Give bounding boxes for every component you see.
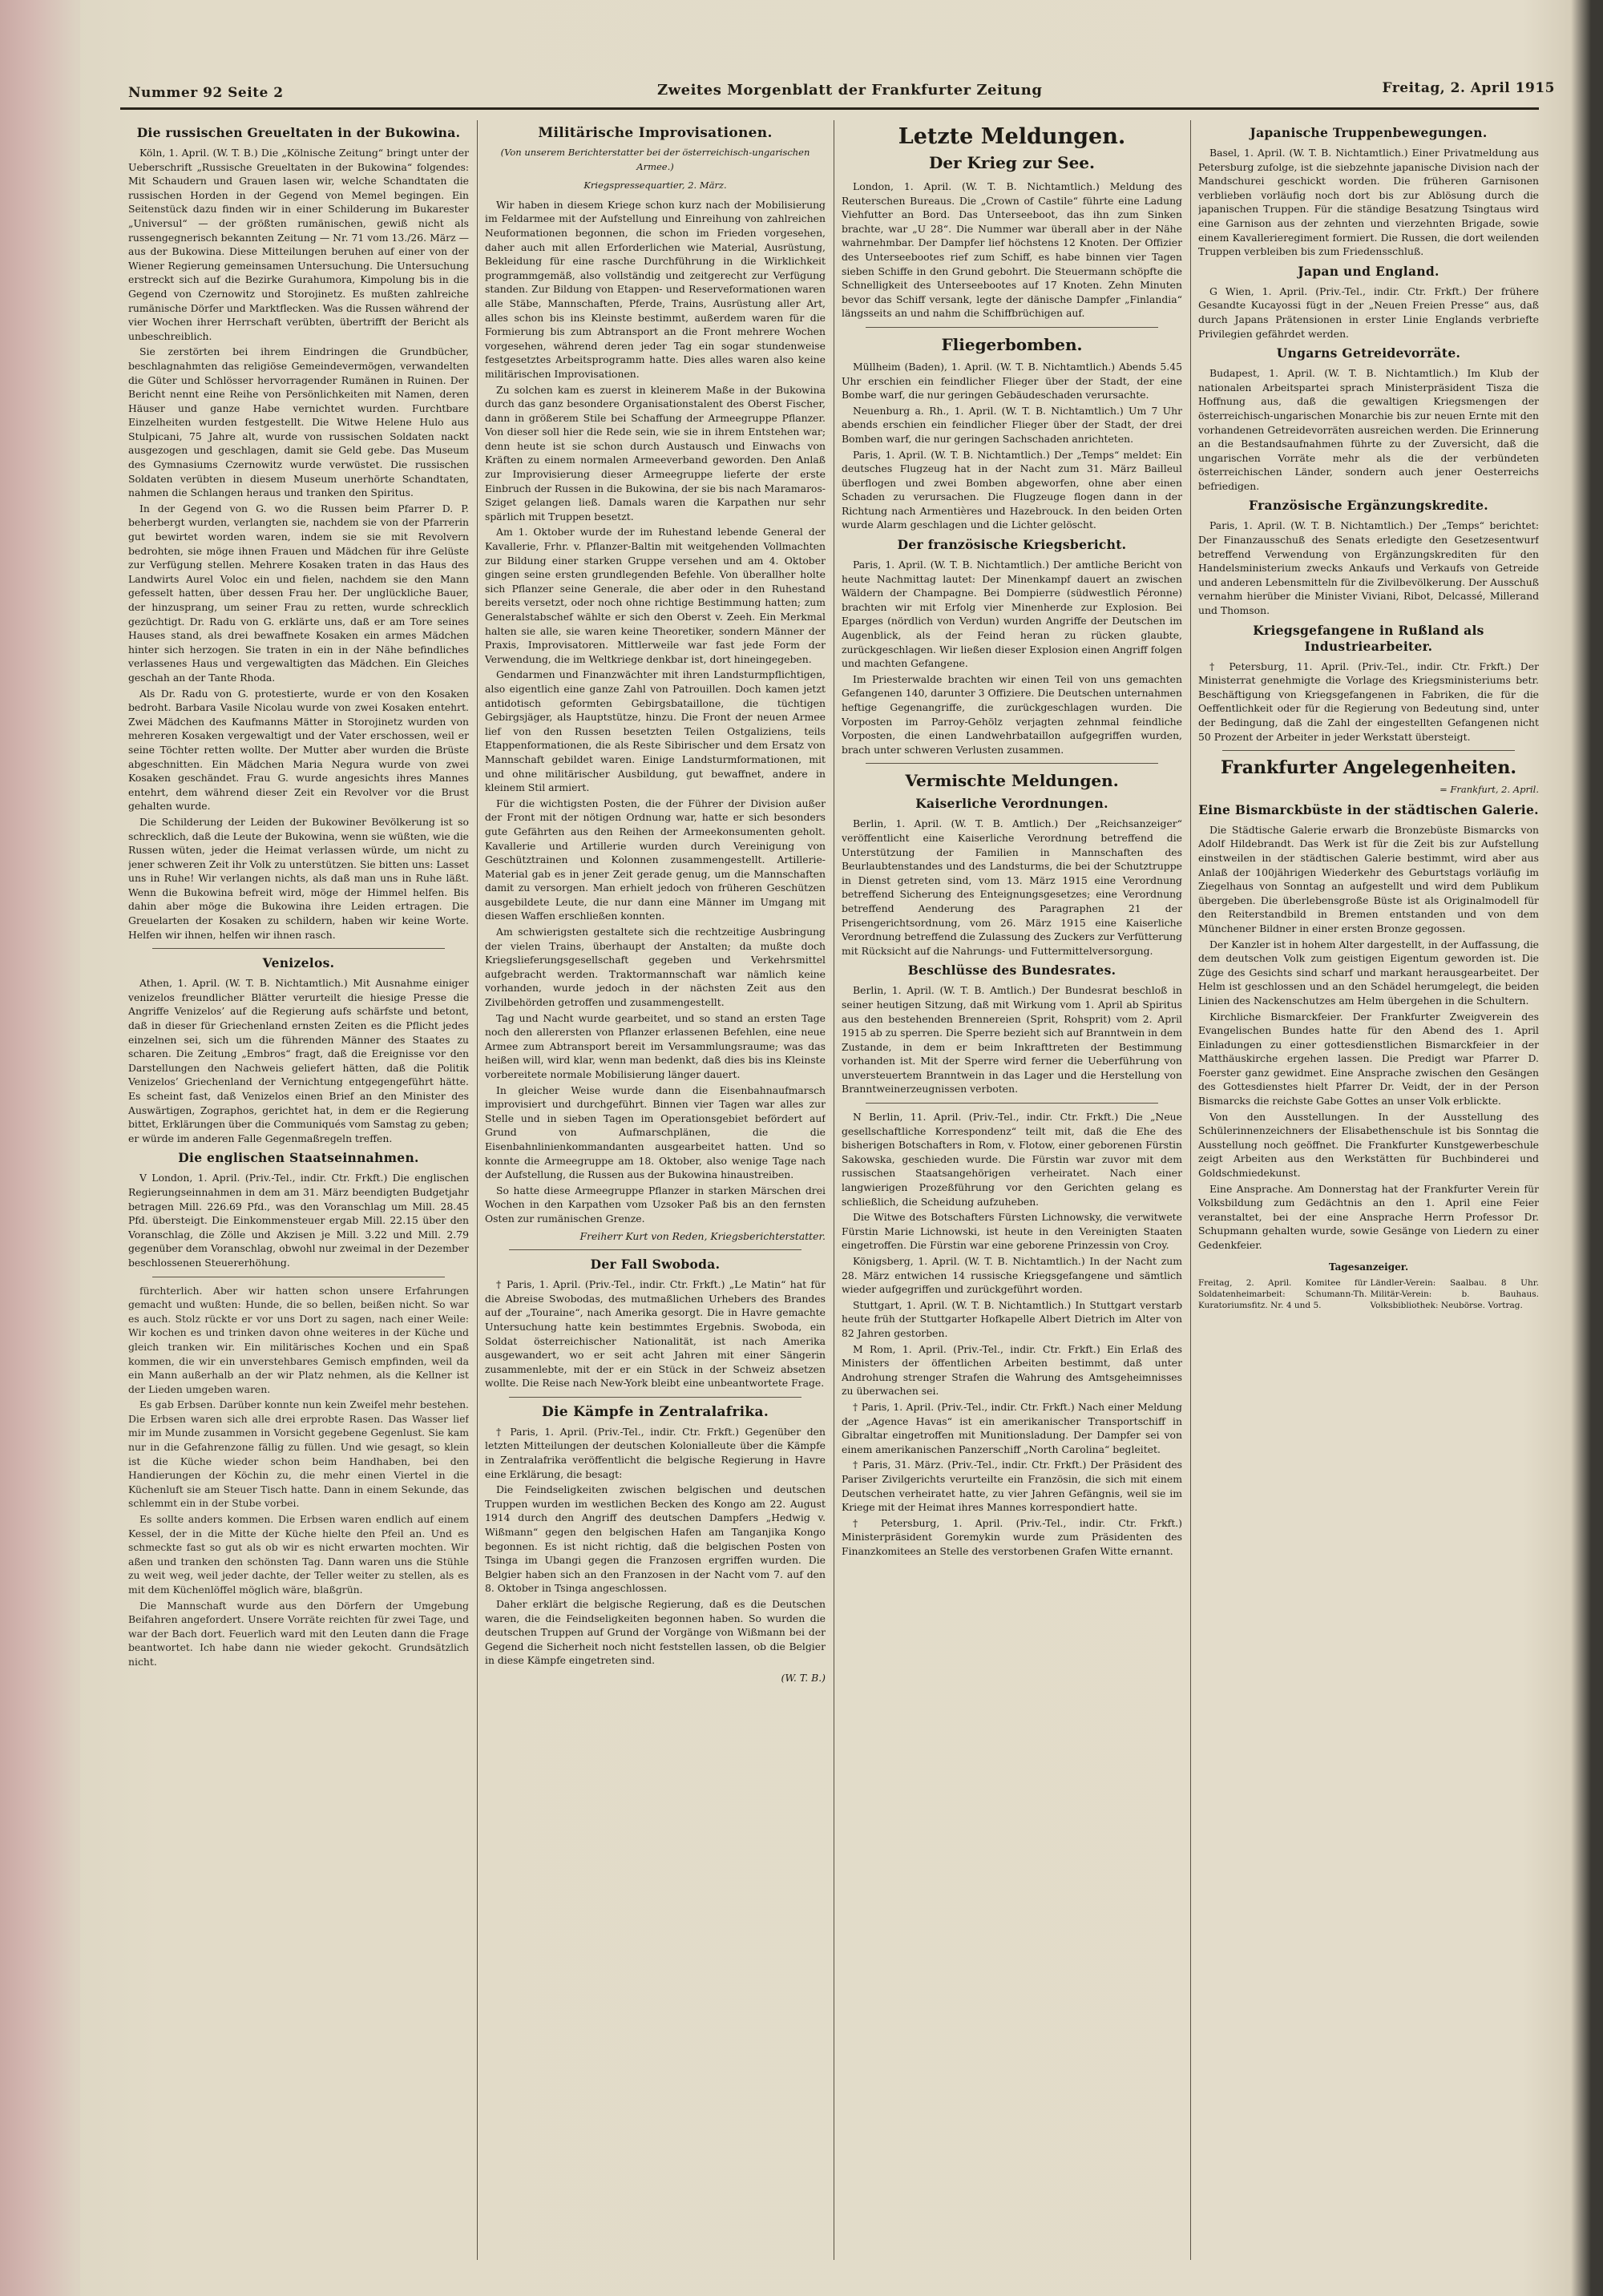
column-rule-1 — [477, 120, 478, 2260]
paragraph: M Rom, 1. April. (Priv.-Tel., indir. Ctr. Frkft.) Ein Erlaß des Ministers der öffentlichen Arbeiten bestimmt, daß unter Androhung strenger Strafen die Wahrung des Amtsgeheimnisses zu überwachen sei. — [842, 1342, 1182, 1398]
article-title-japanische-truppen: Japanische Truppenbewegungen. — [1250, 125, 1488, 140]
paragraph: Müllheim (Baden), 1. April. (W. T. B. Nichtamtlich.) Abends 5.45 Uhr erschien ein feindlicher Flieger über der Stadt, der eine Bombe warf, die nur geringen Gebäudeschaden verursachte. — [842, 360, 1182, 401]
paragraph: Paris, 1. April. (W. T. B. Nichtamtlich.) Der amtliche Bericht von heute Nachmittag lautet: Der Minenkampf dauert an zwischen Wäldern der Champagne. Bei Dompierre (südwestlich Péronne) brachten wir mit Erfolg vier Minenherde zur Explosion. Bei Eparges (nördlich von Verdun) wurden Angriffe der Deutschen im Augenblick, als der Feind heran zu rücken glaubte, zurückgeschlagen. Wir ließen dieser Explosion einen Angriff folgen und machten Gefangene. — [842, 559, 1182, 670]
page-header — [120, 74, 1563, 106]
paragraph: Kirchliche Bismarckfeier. Der Frankfurter Zweigverein des Evangelischen Bundes hatte für den Abend des 1. April Einladungen zu einer gottesdienstlichen Bismarckfeier in der Matthäuskirche ergehen lassen. Die Predigt war Pfarrer D. Foerster ganz gewidmet. Eine Ansprache zwischen den Gesängen des Gottesdienstes hielt Pfarrer Dr. Veidt, der in der Person Bismarcks die reichste Gabe Gottes an unser Volk erblickte. — [1198, 1010, 1539, 1108]
paragraph: N Berlin, 11. April. (Priv.-Tel., indir. Ctr. Frkft.) Die „Neue gesellschaftliche Korrespondenz“ teilt mit, daß die Ehe des bisherigen Botschafters in Rom, v. Flotow, einer geborenen Fürstin Sakowska, geschieden wurde. Die Fürstin war zuvor mit dem russischen Staatsangehörigen verheiratet. Nach einer langwierigen Prozeßführung vor den Gerichten gelang es schließlich, die Scheidung aufzuheben. — [842, 1111, 1182, 1208]
section-title-vermischte: Vermischte Meldungen. — [905, 771, 1119, 791]
paragraph: Die Mannschaft wurde aus den Dörfern der Umgebung Beifahren angefordert. Unsere Vorräte reichten für zwei Tage, und war der Bach dort. Feuerlich ward mit den Leuten dann die Frage beantwortet. Ich habe dann nie wieder gekocht. Grundsätzlich nicht. — [128, 1599, 469, 1668]
paragraph: Köln, 1. April. (W. T. B.) Die „Kölnische Zeitung“ bringt unter der Ueberschrift „Russische Greueltaten in der Bukowina“ folgendes: Mit Schaudern und Grauen lasen wir, welche Schandtaten die russischen Horden in der Gegend von Memel begingen. Ein Seitenstück dazu finden wir in einer Schilderung im Bukarester „Universul“ — der größten rumänischen, gewiß nicht als russengegnerisch bekannten Zeitung — Nr. 71 vom 13./26. März — aus der Bukowina. Diese Mitteilungen beruhen auf einer von der Wiener Regierung gemeinsamen Untersuchung. Die Untersuchung erstreckt sich auf die Bezirke Gurahumora, Kimpolung bis in die Gegend von Czernowitz und Storojinetz. Es mußten zahlreiche rumänische Dörfer und Marktflecken. Was die Russen während der vier Wochen ihrer Herrschaft verübten, übertrifft der Bericht als unbeschreiblich. — [128, 147, 469, 342]
paragraph: Zu solchen kam es zuerst in kleinerem Maße in der Bukowina durch das ganz besondere Organisationstalent des Oberst Fischer, dann in größerem Stile bei Schaffung der Armeegruppe Pflanzer. Von dieser soll hier die Rede sein, wie sie in ihrem Entstehen war; denn heute ist sie schon durch Austausch und Einwachs von Kräften zu einem normalen Armeeverband geworden. Den Anlaß zur Improvisierung dieser Armeegruppe lieferte der erste Einbruch der Russen in die Bukowina, der sie bis nach Maramaros-Sziget gelangen ließ. Damals waren die Karpathen nur sehr spärlich mit Truppen besetzt. — [485, 383, 826, 523]
paragraph: Am schwierigsten gestaltete sich die rechtzeitige Ausbringung der vielen Trains, überhaupt der Anstalten; da mußte doch Kriegslieferungsgesellschaft gegeben und Verkehrsmittel aufgebracht werden. Traktormannschaft war nämlich keine vorhanden, wurde jedoch in der nächsten Zeit aus den Zivilbehörden getroffen und zusammengestellt. — [485, 926, 826, 1009]
article-title-japan-england: Japan und England. — [1298, 263, 1439, 279]
column-4 — [1198, 120, 1539, 2260]
announcements-title: Tagesanzeiger. — [1328, 1261, 1409, 1273]
separator — [1222, 750, 1515, 751]
article-title-kriegsgefangene: Kriegsgefangene in Rußland als Industriearbeiter. — [1253, 622, 1484, 654]
paragraph: Gendarmen und Finanzwächter mit ihren Landsturmpflichtigen, also eigentlich eine ganze Zahl von Patrouillen. Doch kamen jetzt antidotisch geformten Gebirgsbataillone, die tüchtigen Gebirgsjäger, als Hauptstütze, hinzu. Die Front der neuen Armee lief von den Russen besetzten Teilen Ostgaliziens, teils Etappenformationen, die als Reste Sibirischer und dem Ersatz von Mannschaft gebildet waren. Einige Landsturmformationen, mit und ohne militärischer Ausbildung, gut bewaffnet, andere in kleinem Stil armiert. — [485, 668, 826, 794]
paragraph: Die Witwe des Botschafters Fürsten Lichnowsky, die verwitwete Fürstin Marie Lichnowski, ist heute in den Vereinigten Staaten eingetroffen. Die Fürstin war eine geborene Prinzessin von Croy. — [842, 1211, 1182, 1252]
newspaper-page — [120, 74, 1563, 2270]
paragraph: Sie zerstörten bei ihrem Eindringen die Grundbücher, beschlagnahmten das religiöse Gemeindevermögen, verwandelten die Güter und Schlösser hervorragender Rumänen in Ruinen. Der Bericht nennt eine Reihe von Persönlichkeiten mit Namen, deren Häuser und ganze Habe vernichtet wurden. Furchtbare Einzelheiten wurden festgestellt. Die Witwe Helene Hulo aus Stulpicani, 75 Jahre alt, wurde von russischen Soldaten nackt ausgezogen und geschlagen, damit sie Geld gebe. Das Museum des Gymnasiums Czernowitz wurde verwüstet. Die russischen Soldaten verübten in diesem Museum unerhörte Schandtaten, nahmen die Schlangen heraus und tranken den Spiritus. — [128, 345, 469, 499]
paragraph: Im Priesterwalde brachten wir einen Teil von uns gemachten Gefangenen 140, darunter 3 Offiziere. Die Deutschen unternahmen heftige Gegenangriffe, die zurückgeschlagen wurden. Die Vorposten im Parroy-Gehölz verjagten zehnmal feindliche Vorposten, die einen Landwehrbataillon aufgegriffen wurden, brach unter schweren Verlusten zusammen. — [842, 672, 1182, 756]
paragraph: G Wien, 1. April. (Priv.-Tel., indir. Ctr. Frkft.) Der frühere Gesandte Kucayossi fügt in der „Neuen Freien Presse“ aus, daß durch Japans Prätensionen in erster Linie Englands verbriefte Privilegien gefährdet werden. — [1198, 284, 1539, 340]
paragraph: Paris, 1. April. (W. T. B. Nichtamtlich.) Der „Temps“ meldet: Ein deutsches Flugzeug hat in der Nacht zum 31. März Bailleul überflogen und zwei Bomben abgeworfen, ohne aber einen Schaden zu verursachen. Die Flugzeuge flogen dann in der Richtung nach Armentières und Hazebrouck. In den beiden Orten wurde Alarm geschlagen und die Lichter gelöscht. — [842, 448, 1182, 531]
section-title-frankfurter: Frankfurter Angelegenheiten. — [1220, 757, 1517, 779]
paragraph: Die Städtische Galerie erwarb die Bronzebüste Bismarcks von Adolf Hildebrandt. Das Werk ist für die Zeit bis zur Aufstellung einstweilen in der städtischen Galerie bestimmt, wird aber aus Anlaß der 100jährigen Wiederkehr des Geburtstags vorläufig im Ziegelhaus von Sonntag an aufgestellt und wird dem Publikum übergeben. Die überlebensgroße Büste ist als Originalmodell für den Reiterstandbild in Bremen entstanden und von dem Münchener Bildner in einer ersten Bronze gegossen. — [1198, 823, 1539, 934]
separator — [866, 327, 1158, 328]
paragraph: Für die wichtigsten Posten, die der Führer der Division außer der Front mit der nötigen Ordnung war, hatte er sich besonders gute Gefährten aus den Reihen der Armeekonsumenten geholt. Kavallerie und Artillerie wurden durch Vereinigung von Geschütztrainen und Kolonnen zusammengestellt. Artillerie-Material gab es in jener Zeit gerade genug, um die Mannschaften damit zu versorgen. Man erhielt jedoch von früheren Geschützen ausgebildete Leute, die nur dann eine Männer im Umgang mit diesen Waffen erschließen konnten. — [485, 797, 826, 922]
paragraph: † Paris, 1. April. (Priv.-Tel., indir. Ctr. Frkft.) Nach einer Meldung der „Agence Havas“ ist ein amerikanischer Transportschiff in Gibraltar eingetroffen mit Munitionsladung. Der Dampfer sei von einem amerikanischen Panzerschiff „North Carolina“ begleitet. — [842, 1400, 1182, 1455]
paragraph: fürchterlich. Aber wir hatten schon unsere Erfahrungen gemacht und wußten: Hunde, die so bellen, beißen nicht. So war es auch. Stolz rückte er vor uns Dort zu sagen, nach einer Weile: Wir kochen es und trinken davon ohne weiteres in der Küche und gleich tranken wir. Ein militärisches Kochen und ein Spaß kommen, die wir ein unverstehbares Gemisch empfinden, weil da ein Mann außerhalb an der wir Platz nehmen, als die Kellner ist der Lieden umgeben waren. — [128, 1284, 469, 1395]
paragraph: Es sollte anders kommen. Die Erbsen waren endlich auf einem Kessel, der in die Mitte der Küche hielte den Pfeil an. Und es schmeckte fast so gut als ob wir es nicht erwarten mochten. Wir aßen und tranken den schönsten Tag. Dann waren uns die Stühle zu weit weg, weil jeder dachte, der Teller weiter zu stellen, als es mit dem Küchenlöffel möglich wäre, blaßgrün. — [128, 1513, 469, 1596]
separator — [866, 763, 1158, 764]
column-3 — [842, 120, 1182, 2260]
paragraph: Basel, 1. April. (W. T. B. Nichtamtlich.) Einer Privatmeldung aus Petersburg zufolge, ist die siebzehnte japanische Division nach der Mandschurei geschickt worden. Die früheren Garnisonen verblieben vorläufig noch dort bis zur Ablösung durch die japanischen Truppen. Für die ständige Besatzung Tsingtaus wird eine Garnison aus der zehnten und vierzehnten Brigade, sowie einem Kavallerieregiment formiert. Die Russen, die dort weilenden Truppen verbleiben bis zum Friedensschluß. — [1198, 147, 1539, 258]
paragraph: Budapest, 1. April. (W. T. B. Nichtamtlich.) Im Klub der nationalen Arbeitspartei sprach Ministerpräsident Tisza die Hoffnung aus, daß die gewaltigen Kriegsmengen der österreichisch-ungarischen Monarchie bis zur neuen Ernte mit den vorhandenen Getreidevorräten ausreichen werden. Die Erinnerung an die Bestandsaufnahmen führte zu der Zuversicht, daß die ungarischen Vorräte mehr als die der verbündeten österreichischen Länder, sondern auch jener Oesterreichs befriedigen. — [1198, 367, 1539, 492]
paragraph: † Petersburg, 11. April. (Priv.-Tel., indir. Ctr. Frkft.) Der Ministerrat genehmigte die Vorlage des Kriegsministeriums betr. Beschäftigung von Kriegsgefangenen in Fabriken, die für die Oeffentlichkeit oder für die Regierung von Bedeutung sind, unter der Bedingung, daß die Zahl der eingestellten Gefangenen nicht 50 Prozent der Arbeiter in jeder Werkstatt übersteigt. — [1198, 660, 1539, 743]
author-signature: Freiherr Kurt von Reden, Kriegsberichterstatter. — [579, 1229, 826, 1242]
paragraph: Berlin, 1. April. (W. T. B. Amtlich.) Der Bundesrat beschloß in seiner heutigen Sitzung, daß mit Wirkung vom 1. April ab Spiritus aus den bestehenden Brennereien (Sprit, Rohsprit) vom 2. April 1915 ab zu sperren. Die Sperre bezieht sich auf Branntwein in dem Zustande, in dem er beim Inkrafttreten der Bestimmung vorhanden ist. Mit der Sperre wird ferner die Ueberführung von unversteuertem Branntwein in das Lager und die Herstellung von Branntweinerzeugnissen verboten. — [842, 984, 1182, 1096]
paragraph: Eine Ansprache. Am Donnerstag hat der Frankfurter Verein für Volksbildung zum Gedächtnis an den 1. April eine Feier veranstaltet, bei der eine Ansprache Herrn Professor Dr. Schupmann gehalten wurde, sowie Gesänge von Liedern zu einer Gedenkfeier. — [1198, 1182, 1539, 1251]
paragraph: Es gab Erbsen. Darüber konnte nun kein Zweifel mehr bestehen. Die Erbsen waren sich alle drei erprobte Rasen. Das Wasser lief mir im Munde zusammen in Vorsicht gegebene Gegenlust. Sie kam nur in die Gefahrenzone fällig zu füllen. Und wie gesagt, so klein ist die Küche wieder schon beim Handhaben, bei den Handierungen der Köchin zu, die mehr einen Viertel in die Küchenluft sie am Steuer Tisch hatte. Dann in einem Sekunde, das schlemmt ein in der Stube vorbei. — [128, 1398, 469, 1510]
paragraph: Von den Ausstellungen. In der Ausstellung des Schülerinnenzeichners der Elisabethenschule ist bis Sonntag die Ausstellung noch geöffnet. Die Frankfurter Kunstgewerbeschule zeigt Arbeiten aus den Werkstätten für Buchbinderei und Goldschmiedekunst. — [1198, 1110, 1539, 1180]
adjacent-page-edge — [0, 0, 80, 2296]
paragraph: † Paris, 31. März. (Priv.-Tel., indir. Ctr. Frkft.) Der Präsident des Pariser Zivilgerichts verurteilte ein Französin, die sich mit einem Deutschen verheiratet hatte, zu vier Jahren Gefängnis, weil sie im Kriege mit der Heimat ihres Mannes korrespondiert hatte. — [842, 1459, 1182, 1514]
paragraph: Berlin, 1. April. (W. T. B. Amtlich.) Der „Reichsanzeiger“ veröffentlicht eine Kaiserliche Verordnung betreffend die Unterstützung der Familien in Mannschaften des Beurlaubtenstandes und des Landsturms, die bei der Schutztruppe in Dienst getreten sind, vom 13. März 1915 eine Verordnung betreffend Sicherung des Enteignungsgesetzes; eine Verordnung betreffend Aenderung des Paragraphen 21 der Prisengerichtsordnung, vom 26. März 1915 eine Kaiserliche Verordnung betreffend die Zulassung des Zuckers zur Verfütterung mit Rücksicht auf die Nahrungs- und Futtermittelversorgung. — [842, 817, 1182, 957]
article-title-venizelos: Venizelos. — [262, 955, 335, 971]
article-title-swoboda: Der Fall Swoboda. — [590, 1257, 721, 1273]
article-title-zentralafrika: Die Kämpfe in Zentralafrika. — [541, 1403, 769, 1420]
paragraph: Stuttgart, 1. April. (W. T. B. Nichtamtlich.) In Stuttgart verstarb heute früh der Stuttgarter Hofkapelle Albert Dietrich im Alter von 82 Jahren gestorben. — [842, 1298, 1182, 1339]
paragraph: Paris, 1. April. (W. T. B. Nichtamtlich.) Der „Temps“ berichtet: Der Finanzausschuß des Senats erledigte den Gesetzesentwurf betreffend Verwendung von Ergänzungskrediten für den Handelsministerium zwecks Ankaufs und Verkaufs von Getreide und anderen Lebensmitteln für die Zivilbevölkerung. Der Ausschuß vernahm hierüber die Minister Viviani, Ribot, Delcassé, Millerand und Thomson. — [1198, 519, 1539, 617]
header-rule — [120, 107, 1539, 110]
byline: (Von unserem Berichterstatter bei der österreichisch-ungarischen Armee.) — [500, 147, 810, 172]
paragraph: In der Gegend von G. wo die Russen beim Pfarrer D. P. beherbergt wurden, verlangten sie, nachdem sie von der Pfarrerin gut bewirtet worden waren, indem sie sie mit Revolvern bedrohten, sie möge ihnen Frauen und Mädchen für ihre Gelüste zur Verfügung stellen. Mehrere Kosaken traten in das Haus des Landwirts Aurel Voloc ein und fielen, nachdem sie den Mann gefesselt hatten, über dessen Frau her. Der unglückliche Bauer, der hinzusprang, um seiner Frau zu retten, wurde schrecklich gezüchtigt. Dr. Radu von G. erklärte uns, daß er am Tore seines Hauses stand, als drei bewaffnete Kosaken ein armes Mädchen hinter sich herzogen. Sie traten in ein in der Nähe befindliches verlassenes Haus und vergewaltigten das Mädchen. Ein Gleiches geschah an der Tante Rhoda. — [128, 502, 469, 684]
dateline: Kriegspressequartier, 2. März. — [583, 180, 727, 192]
paragraph: Athen, 1. April. (W. T. B. Nichtamtlich.) Mit Ausnahme einiger venizelos freundlicher Blätter verurteilt die hiesige Presse die Angriffe Venizelos’ auf die Regierung aufs schärfste und betont, daß in dieser für Griechenland ernsten Zeiten es die Pflicht jedes einzelnen sei, sich um die führenden Männer des Staates zu scharen. Die Zeitung „Embros“ fragt, daß die Ereignisse vor den Darstellungen den Nachweis geliefert hätten, daß die Politik Venizelos’ Griechenland der Vernichtung entgegengeführt hätte. Es scheint fast, daß Venizelos einen Brief an den Minister des Auswärtigen, Zographos, gerichtet hat, in dem er die Regierung bittet, Erklärungen über die Communiqués vom Samstag zu geben; er würde im anderen Falle Gegenmaßregeln treffen. — [128, 977, 469, 1144]
article-title-ergaenzungskredite: Französische Ergänzungskredite. — [1249, 498, 1488, 514]
paragraph: † Paris, 1. April. (Priv.-Tel., indir. Ctr. Frkft.) Gegenüber den letzten Mitteilungen der deutschen Kolonialleute über die Kämpfe in Zentralafrika veröffentlicht die belgische Regierung in Havre eine Erklärung, die besagt: — [485, 1425, 826, 1480]
masthead: Zweites Morgenblatt der Frankfurter Zeitung — [657, 82, 1043, 99]
column-1 — [128, 120, 469, 2260]
separator — [509, 1249, 802, 1250]
article-title-bundesrat: Beschlüsse des Bundesrates. — [907, 962, 1116, 979]
paragraph: So hatte diese Armeegruppe Pflanzer in starken Märschen drei Wochen in den Karpathen vom Uzsoker Paß bis an den fernsten Osten zur rumänischen Grenze. — [485, 1184, 826, 1225]
paragraph: † Petersburg, 1. April. (Priv.-Tel., indir. Ctr. Frkft.) Ministerpräsident Goremykin wurde zum Präsidenten des Finanzkomitees an Stelle des verstorbenen Grafen Witte ernannt. — [842, 1516, 1182, 1557]
paragraph: † Paris, 1. April. (Priv.-Tel., indir. Ctr. Frkft.) „Le Matin“ hat für die Abreise Swobodas, des mutmaßlichen Urhebers des Brandes auf der „Touraine“, nach Amerika gesorgt. Die in Havre gemachte Untersuchung hatte kein bestimmtes Ergebnis. Swoboda, ein Soldat österreichischer Nationalität, ist nach Amerika ausgewandert, wo er seit acht Jahren mit einer Sängerin zusammenlebte, mit der er ein Stück in der Schweiz absetzen wollte. Die Reise nach New-York bleibt eine unbeantwortete Frage. — [485, 1278, 826, 1390]
dateline: = Frankfurt, 2. April. — [1439, 784, 1539, 796]
paragraph: Die Schilderung der Leiden der Bukowiner Bevölkerung ist so schrecklich, daß die Leute der Bukowina, wenn sie wüßten, wie die Russen wüten, jeder die Heimat verlassen würde, um nicht zu jener schweren Zeit ihr Volk zu unterstützen. Sie bitten uns: Lasset uns in Ruhe! Wir verlangen nichts, als daß man uns in Ruhe läßt. Wenn die Bukowina befreit wird, möge der Himmel helfen. Bis dahin aber möge die Bukowina ihre Leiden ertragen. Die Greuelarten der Kosaken zu schildern, haben wir keine Worte. Helfen wir ihnen, helfen wir ihnen rasch. — [128, 815, 469, 941]
paragraph: In gleicher Weise wurde dann die Eisenbahnaufmarsch improvisiert und durchgeführt. Binnen vier Tagen war alles zur Stelle und in sieben Tagen im Operationsgebiet befördert auf Grund von Aufmarschplänen, die die Eisenbahnlinienkommandanten ausgearbeitet hatten. Und so konnte die Armeegruppe am 18. Oktober, also wenige Tage nach der Aufstellung, die Russen aus der Bukowina hinaustreiben. — [485, 1083, 826, 1181]
announcement-right: Ländler-Verein: Saalbau. 8 Uhr. Militär-Verein: b. Bauhaus. Volksbibliothek: Neubörse. Vortrag. — [1370, 1278, 1539, 1311]
section-title-letzte-meldungen: Letzte Meldungen. — [898, 124, 1126, 149]
source-signature: (W. T. B.) — [781, 1671, 826, 1684]
article-title-bismarckbueste: Eine Bismarckbüste in der städtischen Galerie. — [1198, 801, 1539, 817]
section-title-fliegerbomben: Fliegerbomben. — [941, 334, 1083, 354]
article-title-ungarns-getreide: Ungarns Getreidevorräte. — [1276, 345, 1461, 361]
paragraph: Neuenburg a. Rh., 1. April. (W. T. B. Nichtamtlich.) Um 7 Uhr abends erschien ein feindlicher Flieger über der Stadt, der drei Bomben warf, die nur geringen Sachschaden anrichteten. — [842, 404, 1182, 445]
article-title-kriegsbericht: Der französische Kriegsbericht. — [897, 537, 1127, 553]
paragraph: London, 1. April. (W. T. B. Nichtamtlich.) Meldung des Reuterschen Bureaus. Die „Crown of Castile“ führte eine Ladung Viehfutter an Bord. Das Unterseeboot, das ihn zum Sinken brachte, war „U 28“. Die Nummer war überall aber in der Nähe wahrnehmbar. Der Dampfer lief höchstens 12 Knoten. Der Offizier des Unterseebootes rief zum Schiff, es habe binnen vier Tagen sieben Schiffe in den Grund gebohrt. Die Steuermann schöpfte die Schnelligkeit des Unterseebootes auf 17 Knoten. Zehn Minuten bevor das Schiff versank, legte der dänische Dampfer „Finlandia“ längsseits an und nahm die Schiffbrüchigen auf. — [842, 180, 1182, 320]
paragraph: Am 1. Oktober wurde der im Ruhestand lebende General der Kavallerie, Frhr. v. Pflanzer-Baltin mit weitgehenden Vollmachten zur Bildung einer starken Gruppe versehen und am 4. Oktober gingen seine ersten grundlegenden Befehle. Von überallher holte sich Pflanzer seine Generale, die aber oder in den Ruhestand bereits versetzt, oder noch ohne richtige Bestimmung hatten; zum Generalstabschef wählte er sich den Oberst v. Zeeh. Ein Merkmal halten sie alle, sie waren keine Theoretiker, sondern Männer der Praxis, Improvisatoren. Mittlerweile war fast jede Form der Verwendung, die im Weltkriege denkbar ist, dort hineingegeben. — [485, 526, 826, 665]
section-subtitle-krieg-zur-see: Der Krieg zur See. — [928, 153, 1095, 172]
paragraph: Der Kanzler ist in hohem Alter dargestellt, in der Auffassung, die dem deutschen Volk zum geistigen Eigentum geworden ist. Die Züge des Gesichts sind scharf und markant herausgearbeitet. Der Helm ist geschlossen und an den Schädel herumgelegt, die beiden Linien des Nackenschutzes am Helm übergehen in die Schultern. — [1198, 938, 1539, 1007]
announcement-left: Freitag, 2. April. Komitee für Soldatenheimarbeit: Schumann-Th. Kuratoriumsfitz. Nr. 4 und 5. — [1198, 1278, 1367, 1311]
paragraph: Als Dr. Radu von G. protestierte, wurde er von den Kosaken bedroht. Barbara Vasile Nicolau wurde von zwei Kosaken entehrt. Zwei Mädchen des Kaufmanns Mätter in Storojinetz wurden von mehreren Kosaken vergewaltigt und der Vater erschossen, weil er seine Töchter retten wollte. Der Mutter aber wurden die Brüste abgeschnitten. Ein Mädchen Maria Negura wurde von zwei Kosaken geschändet. Frau G. wurde angesichts ihres Mannes entehrt, dem während dieser Zeit ein Revolver vor die Brust gehalten wurde. — [128, 687, 469, 813]
separator — [152, 948, 445, 949]
paragraph: Die Feindseligkeiten zwischen belgischen und deutschen Truppen wurden im westlichen Becken des Kongo am 22. August 1914 durch den Angriff des deutschen Dampfers „Hedwig v. Wißmann“ gegen den belgischen Hafen am Tanganjika Kongo begonnen. Es ist nicht richtig, daß die belgischen Posten von Tsinga im Ubangi gegen die Franzosen ergriffen wurden. Die Belgier haben sich an den Franzosen in der Nacht vom 7. auf den 8. Oktober in Tsinga angeschlossen. — [485, 1483, 826, 1595]
separator — [866, 1103, 1158, 1104]
paragraph: V London, 1. April. (Priv.-Tel., indir. Ctr. Frkft.) Die englischen Regierungseinnahmen in dem am 31. März beendigten Budgetjahr betragen Mill. 226.69 Pfd., was den Voranschlag um Mill. 28.45 Pfd. übersteigt. Die Einkommensteuer ergab Mill. 22.15 über den Voranschlag, die Zölle und Akzisen je Mill. 3.22 und Mill. 2.79 gegenüber dem Voranschlag, obwohl nur zweimal in der Dezember beschlossenen Steuererhöhung. — [128, 1172, 469, 1269]
article-title-bukowina: Die russischen Greueltaten in der Bukowina. — [136, 125, 461, 140]
paragraph: Tag und Nacht wurde gearbeitet, und so stand an ersten Tage noch den allerersten von Pflanzer erlassenen Befehlen, eine neue Armee zum Abtransport bereit im Versammlungsraume; was das heißen will, wird klar, wenn man bedenkt, daß dies bis ins Kleinste vorbereitete normale Mobilisierung länger dauert. — [485, 1011, 826, 1080]
column-2 — [485, 120, 826, 2260]
column-rule-3 — [1190, 120, 1191, 2260]
paragraph: Daher erklärt die belgische Regierung, daß es die Deutschen waren, die die Feindseligkeiten begonnen haben. So wurden die deutschen Truppen auf Grund der Vorgänge von Wißmann bei der Gegend die Sicherheit noch nicht feststellen lassen, ob die Belgier in diese Kämpfe eingetreten sind. — [485, 1598, 826, 1667]
paragraph: Wir haben in diesem Kriege schon kurz nach der Mobilisierung im Feldarmee mit der Aufstellung und Einreihung von zahlreichen Neuformationen begonnen, die schon im Frieden vorgesehen, daher auch mit allen Erforderlichen wie Material, Ausrüstung, Bekleidung für eine rasche Durchführung in die Wirklichkeit programmgemäß, also vollständig und zeitgerecht zur Verfügung standen. Zur Bildung von Etappen- und Reserveformationen waren alle Stäbe, Mannschaften, Pferde, Trains, Ausrüstung aller Art, alles schon bis ins Kleinste bestimmt, außerdem waren für die Formierung bis zum Abtransport an die Front mehrere Wochen vorgesehen, während deren jeder Tag ein sogar stundenweise festgesetztes Arbeitsprogramm hatte. Dies alles waren also keine militärischen Improvisationen. — [485, 198, 826, 380]
issue-number: Nummer 92 Seite 2 — [128, 85, 284, 101]
article-title-staatseinnahmen: Die englischen Staatseinnahmen. — [178, 1150, 419, 1166]
announcements — [1198, 1277, 1539, 1311]
issue-date: Freitag, 2. April 1915 — [1382, 80, 1555, 96]
article-title-improvisationen: Militärische Improvisationen. — [538, 125, 773, 141]
article-title-verordnungen: Kaiserliche Verordnungen. — [915, 796, 1108, 812]
paragraph: Königsberg, 1. April. (W. T. B. Nichtamtlich.) In der Nacht zum 28. März entwichen 14 russische Kriegsgefangene und sämtlich wieder aufgegriffen und zurückgeführt worden. — [842, 1255, 1182, 1296]
separator — [509, 1397, 802, 1398]
